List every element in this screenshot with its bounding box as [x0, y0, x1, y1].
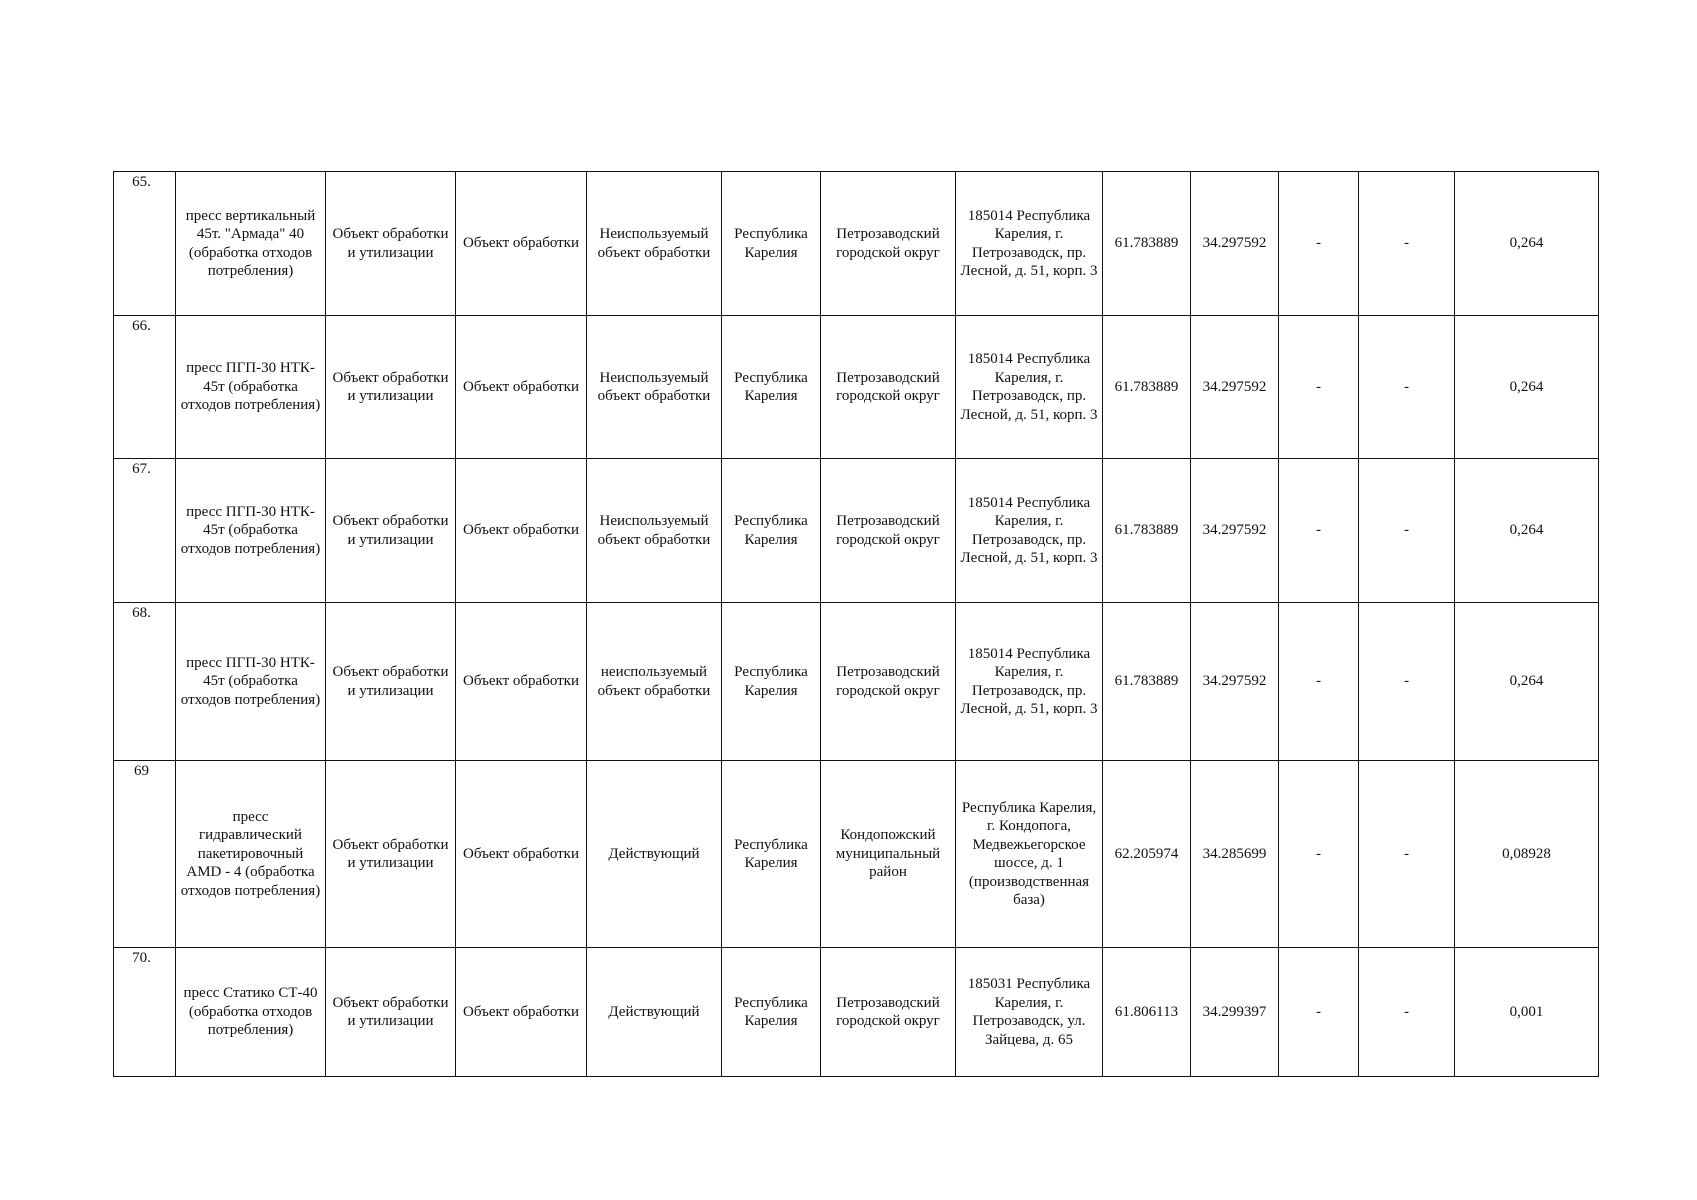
- table-row: [114, 603, 1599, 761]
- address: 185014 Республика Карелия, г. Петрозаводск, пр. Лесной, д. 51, корп. 3: [956, 459, 1103, 603]
- longitude: 34.297592: [1191, 459, 1279, 603]
- address: 185014 Республика Карелия, г. Петрозаводск, пр. Лесной, д. 51, корп. 3: [956, 603, 1103, 761]
- object-type: Объект обработки и утилизации: [326, 761, 456, 948]
- table-row: [114, 948, 1599, 1077]
- column-11: -: [1279, 316, 1359, 459]
- column-12: -: [1359, 172, 1455, 316]
- longitude: 34.285699: [1191, 761, 1279, 948]
- latitude: 62.205974: [1103, 761, 1191, 948]
- region: Республика Карелия: [722, 948, 821, 1077]
- object-name: пресс ПГП-30 НТК- 45т (обработка отходов потребления): [176, 603, 326, 761]
- address: Республика Карелия, г. Кондопога, Медвежьегорское шоссе, д. 1 (производственная база): [956, 761, 1103, 948]
- volume: 0,264: [1455, 603, 1599, 761]
- object-name: пресс гидравлический пакетировочный AMD - 4 (обработка отходов потребления): [176, 761, 326, 948]
- region: Республика Карелия: [722, 459, 821, 603]
- latitude: 61.783889: [1103, 459, 1191, 603]
- object-name: пресс Статико СТ-40 (обработка отходов потребления): [176, 948, 326, 1077]
- object-name: пресс ПГП-30 НТК- 45т (обработка отходов потребления): [176, 316, 326, 459]
- object-status: неиспользуемый объект обработки: [587, 603, 722, 761]
- region: Республика Карелия: [722, 603, 821, 761]
- object-purpose: Объект обработки: [456, 459, 587, 603]
- address: 185031 Республика Карелия, г. Петрозаводск, ул. Зайцева, д. 65: [956, 948, 1103, 1077]
- column-11: -: [1279, 459, 1359, 603]
- column-12: -: [1359, 459, 1455, 603]
- column-11: -: [1279, 603, 1359, 761]
- municipality: Петрозаводский городской округ: [821, 172, 956, 316]
- volume: 0,08928: [1455, 761, 1599, 948]
- longitude: 34.297592: [1191, 172, 1279, 316]
- object-type: Объект обработки и утилизации: [326, 316, 456, 459]
- column-12: -: [1359, 948, 1455, 1077]
- longitude: 34.297592: [1191, 603, 1279, 761]
- table-row: [114, 316, 1599, 459]
- column-12: -: [1359, 316, 1455, 459]
- column-12: -: [1359, 603, 1455, 761]
- object-status: Неиспользуемый объект обработки: [587, 459, 722, 603]
- object-status: Действующий: [587, 948, 722, 1077]
- object-type: Объект обработки и утилизации: [326, 172, 456, 316]
- row-number: 66.: [114, 316, 176, 459]
- object-status: Неиспользуемый объект обработки: [587, 316, 722, 459]
- row-number: 65.: [114, 172, 176, 316]
- municipality: Петрозаводский городской округ: [821, 948, 956, 1077]
- object-status: Действующий: [587, 761, 722, 948]
- object-name: пресс вертикальный 45т. "Армада" 40 (обработка отходов потребления): [176, 172, 326, 316]
- table-row: [114, 761, 1599, 948]
- column-11: -: [1279, 948, 1359, 1077]
- municipality: Кондопожский муниципальный район: [821, 761, 956, 948]
- volume: 0,001: [1455, 948, 1599, 1077]
- object-purpose: Объект обработки: [456, 172, 587, 316]
- municipality: Петрозаводский городской округ: [821, 316, 956, 459]
- table-row: [114, 172, 1599, 316]
- column-11: -: [1279, 172, 1359, 316]
- row-number: 68.: [114, 603, 176, 761]
- longitude: 34.297592: [1191, 316, 1279, 459]
- municipality: Петрозаводский городской округ: [821, 603, 956, 761]
- region: Республика Карелия: [722, 172, 821, 316]
- volume: 0,264: [1455, 316, 1599, 459]
- longitude: 34.299397: [1191, 948, 1279, 1077]
- latitude: 61.783889: [1103, 603, 1191, 761]
- address: 185014 Республика Карелия, г. Петрозаводск, пр. Лесной, д. 51, корп. 3: [956, 172, 1103, 316]
- region: Республика Карелия: [722, 761, 821, 948]
- column-12: -: [1359, 761, 1455, 948]
- table-row: [114, 459, 1599, 603]
- object-type: Объект обработки и утилизации: [326, 459, 456, 603]
- object-purpose: Объект обработки: [456, 603, 587, 761]
- column-11: -: [1279, 761, 1359, 948]
- row-number: 70.: [114, 948, 176, 1077]
- latitude: 61.806113: [1103, 948, 1191, 1077]
- row-number: 67.: [114, 459, 176, 603]
- waste-facilities-table: [113, 171, 1599, 1077]
- address: 185014 Республика Карелия, г. Петрозаводск, пр. Лесной, д. 51, корп. 3: [956, 316, 1103, 459]
- latitude: 61.783889: [1103, 316, 1191, 459]
- region: Республика Карелия: [722, 316, 821, 459]
- object-purpose: Объект обработки: [456, 948, 587, 1077]
- municipality: Петрозаводский городской округ: [821, 459, 956, 603]
- row-number: 69: [114, 761, 176, 948]
- object-type: Объект обработки и утилизации: [326, 948, 456, 1077]
- object-name: пресс ПГП-30 НТК- 45т (обработка отходов потребления): [176, 459, 326, 603]
- volume: 0,264: [1455, 172, 1599, 316]
- volume: 0,264: [1455, 459, 1599, 603]
- object-type: Объект обработки и утилизации: [326, 603, 456, 761]
- latitude: 61.783889: [1103, 172, 1191, 316]
- object-status: Неиспользуемый объект обработки: [587, 172, 722, 316]
- object-purpose: Объект обработки: [456, 316, 587, 459]
- object-purpose: Объект обработки: [456, 761, 587, 948]
